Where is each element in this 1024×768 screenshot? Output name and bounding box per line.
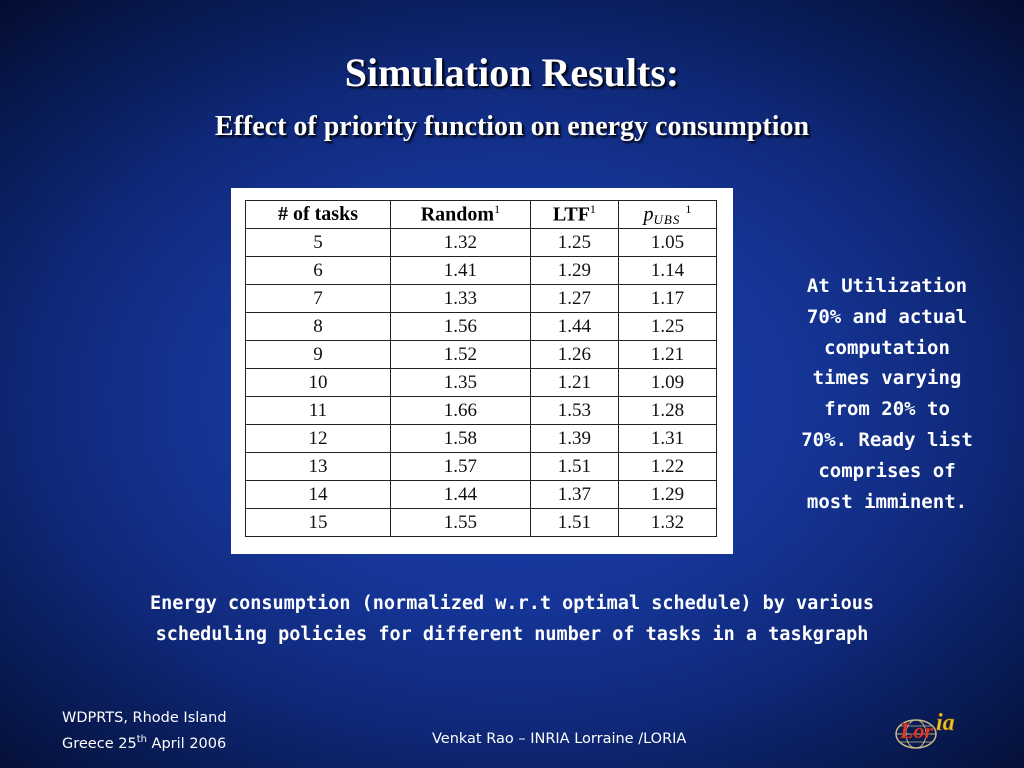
header-ltf-footnote: 1 bbox=[589, 202, 596, 217]
table-row bbox=[246, 425, 717, 453]
table-row bbox=[246, 481, 717, 509]
table-row bbox=[246, 285, 717, 313]
cell-ltf: 1.51 bbox=[530, 509, 618, 537]
note-line: from 20% to bbox=[824, 398, 950, 421]
cell-random: 1.56 bbox=[391, 313, 531, 341]
note-line: 70% and actual bbox=[806, 305, 968, 328]
loria-logo bbox=[890, 700, 970, 756]
cell-pubs: 1.28 bbox=[618, 397, 716, 425]
footer-date-line bbox=[62, 729, 302, 755]
logo-wordmark-accent: ia bbox=[936, 710, 955, 736]
cell-tasks: 9 bbox=[246, 341, 391, 369]
header-pubs-subscript: UBS bbox=[653, 211, 681, 227]
cell-ltf: 1.51 bbox=[530, 453, 618, 481]
cell-tasks: 7 bbox=[246, 285, 391, 313]
cell-random: 1.66 bbox=[391, 397, 531, 425]
header-pubs bbox=[618, 201, 716, 229]
cell-ltf: 1.53 bbox=[530, 397, 618, 425]
header-ltf-label: LTF bbox=[552, 203, 590, 226]
header-ltf bbox=[530, 201, 618, 229]
cell-tasks: 10 bbox=[246, 369, 391, 397]
cell-ltf: 1.44 bbox=[530, 313, 618, 341]
cell-random: 1.41 bbox=[391, 257, 531, 285]
cell-random: 1.44 bbox=[391, 481, 531, 509]
logo-wordmark: Lor bbox=[900, 718, 933, 743]
cell-ltf: 1.29 bbox=[530, 257, 618, 285]
cell-tasks: 15 bbox=[246, 509, 391, 537]
cell-pubs: 1.05 bbox=[618, 229, 716, 257]
cell-random: 1.33 bbox=[391, 285, 531, 313]
cell-tasks: 14 bbox=[246, 481, 391, 509]
cell-tasks: 13 bbox=[246, 453, 391, 481]
note-line: comprises of bbox=[818, 459, 956, 482]
note-line: times varying bbox=[812, 367, 962, 390]
results-table bbox=[245, 200, 717, 537]
cell-random: 1.35 bbox=[391, 369, 531, 397]
header-tasks: # of tasks bbox=[246, 201, 391, 229]
table-row bbox=[246, 257, 717, 285]
note-line: At Utilization bbox=[806, 275, 968, 297]
cell-pubs: 1.22 bbox=[618, 453, 716, 481]
cell-pubs: 1.32 bbox=[618, 509, 716, 537]
utilization-note bbox=[780, 271, 994, 517]
cell-ltf: 1.25 bbox=[530, 229, 618, 257]
cell-ltf: 1.21 bbox=[530, 369, 618, 397]
cell-ltf: 1.26 bbox=[530, 341, 618, 369]
cell-pubs: 1.14 bbox=[618, 257, 716, 285]
header-random bbox=[391, 201, 531, 229]
footer-date-sup: th bbox=[136, 734, 147, 745]
header-pubs-footnote: 1 bbox=[685, 202, 692, 217]
cell-random: 1.32 bbox=[391, 229, 531, 257]
cell-pubs: 1.09 bbox=[618, 369, 716, 397]
table-row bbox=[246, 313, 717, 341]
header-random-footnote: 1 bbox=[494, 202, 501, 217]
footer-author: Venkat Rao – INRIA Lorraine /LORIA bbox=[432, 731, 687, 747]
cell-random: 1.57 bbox=[391, 453, 531, 481]
cell-pubs: 1.31 bbox=[618, 425, 716, 453]
cell-random: 1.52 bbox=[391, 341, 531, 369]
cell-random: 1.55 bbox=[391, 509, 531, 537]
cell-pubs: 1.21 bbox=[618, 341, 716, 369]
cell-tasks: 8 bbox=[246, 313, 391, 341]
note-line: 70%. Ready list bbox=[801, 428, 973, 451]
caption-line: scheduling policies for different number of tasks in a taskgraph bbox=[155, 624, 869, 645]
note-line: computation bbox=[824, 336, 950, 359]
table-row bbox=[246, 509, 717, 537]
header-random-label: Random bbox=[420, 203, 495, 226]
results-table-panel bbox=[231, 188, 733, 554]
table-row bbox=[246, 369, 717, 397]
cell-tasks: 11 bbox=[246, 397, 391, 425]
slide-title: Simulation Results: bbox=[344, 50, 680, 95]
note-line: most imminent. bbox=[806, 490, 968, 513]
table-row bbox=[246, 229, 717, 257]
cell-tasks: 6 bbox=[246, 257, 391, 285]
footer-date-pre: Greece 25 bbox=[62, 735, 137, 752]
table-body bbox=[246, 229, 717, 537]
cell-ltf: 1.39 bbox=[530, 425, 618, 453]
footer-venue bbox=[62, 708, 302, 755]
table-row bbox=[246, 453, 717, 481]
cell-random: 1.58 bbox=[391, 425, 531, 453]
cell-pubs: 1.29 bbox=[618, 481, 716, 509]
slide-subtitle: Effect of priority function on energy consumption bbox=[214, 111, 810, 142]
table-caption bbox=[62, 588, 962, 650]
header-pubs-label: p bbox=[643, 203, 654, 226]
cell-tasks: 5 bbox=[246, 229, 391, 257]
cell-pubs: 1.17 bbox=[618, 285, 716, 313]
caption-line: Energy consumption (normalized w.r.t optimal schedule) by various bbox=[150, 593, 874, 614]
cell-ltf: 1.37 bbox=[530, 481, 618, 509]
cell-tasks: 12 bbox=[246, 425, 391, 453]
table-row bbox=[246, 341, 717, 369]
table-header-row bbox=[246, 201, 717, 229]
cell-pubs: 1.25 bbox=[618, 313, 716, 341]
cell-ltf: 1.27 bbox=[530, 285, 618, 313]
footer-date-post: April 2006 bbox=[146, 735, 227, 752]
table-row bbox=[246, 397, 717, 425]
footer-venue-line: WDPRTS, Rhode Island bbox=[62, 710, 227, 726]
